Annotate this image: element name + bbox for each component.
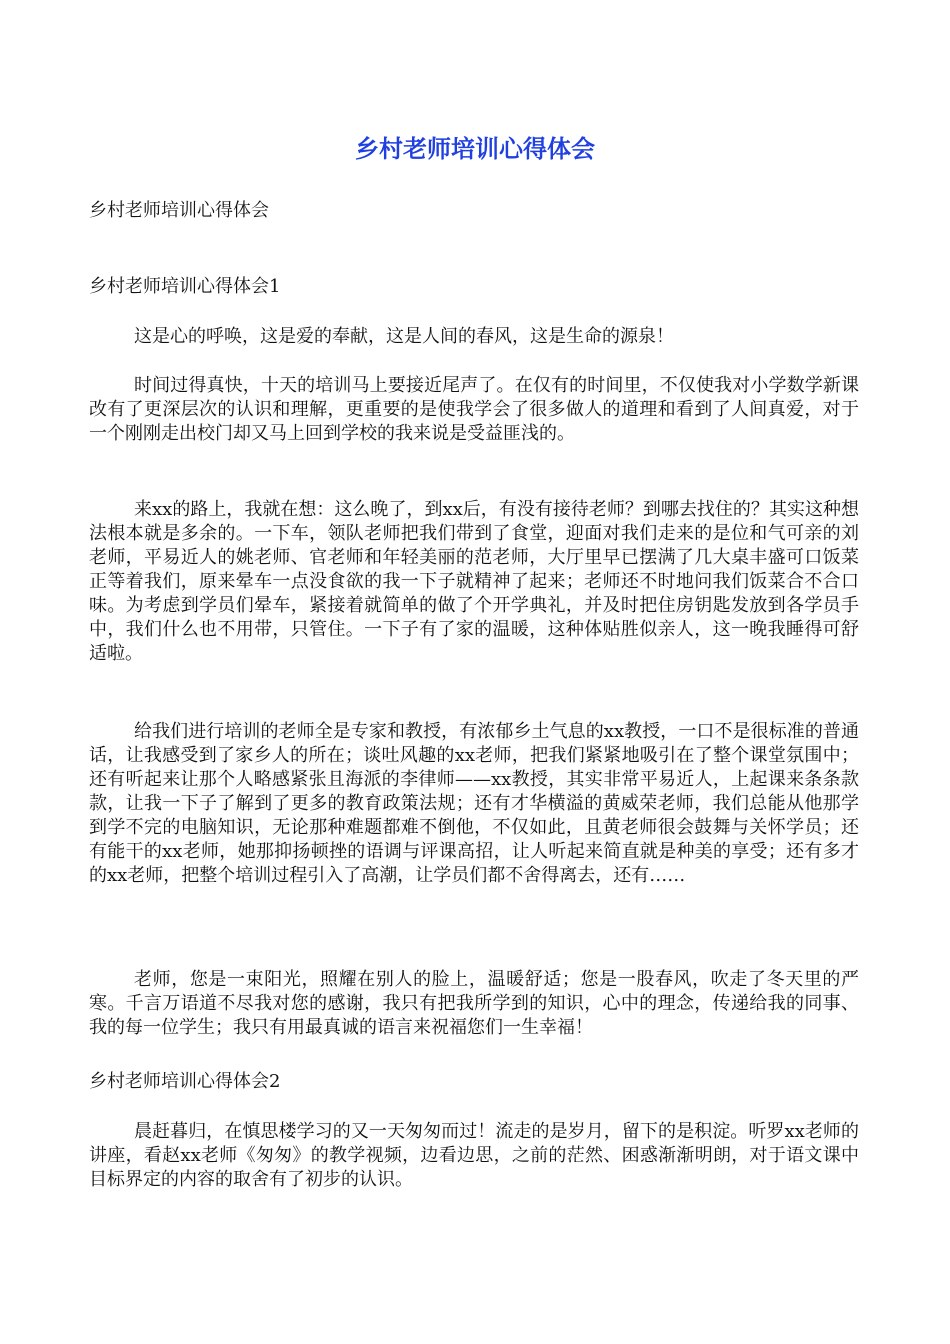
section-1-paragraph-5: 老师，您是一束阳光，照耀在别人的脸上，温暖舒适；您是一股春风，吹走了冬天里的严寒。千言万语道不尽我对您的感谢，我只有把我所学到的知识，心中的理念，传递给我的同事、我的每一位学生；我只有用最真诚的语言来祝福您们一生幸福！ (89, 969, 859, 1038)
document-subtitle: 乡村老师培训心得体会 (89, 200, 269, 221)
document-title: 乡村老师培训心得体会 (355, 135, 595, 163)
section-1-paragraph-1: 这是心的呼唤，这是爱的奉献，这是人间的春风，这是生命的源泉！ (134, 326, 674, 347)
section-1-heading: 乡村老师培训心得体会1 (89, 276, 281, 297)
section-2-heading: 乡村老师培训心得体会2 (89, 1071, 281, 1092)
section-1-paragraph-3: 来xx的路上，我就在想：这么晚了，到xx后，有没有接待老师？到哪去找住的？其实这种想法根本就是多余的。一下车，领队老师把我们带到了食堂，迎面对我们走来的是位和气可亲的刘老师，平易近人的姚老师、官老师和年轻美丽的范老师，大厅里早已摆满了几大桌丰盛可口饭菜正等着我们，原来晕车一点没食欲的我一下子就精神了起来；老师还不时地问我们饭菜合不合口味。为考虑到学员们晕车，紧接着就简单的做了个开学典礼，并及时把住房钥匙发放到各学员手中，我们什么也不用带，只管住。一下子有了家的温暖，这种体贴胜似亲人，这一晚我睡得可舒适啦。 (89, 499, 859, 664)
section-1-paragraph-2: 时间过得真快，十天的培训马上要接近尾声了。在仅有的时间里，不仅使我对小学数学新课改有了更深层次的认识和理解，更重要的是使我学会了很多做人的道理和看到了人间真爱，对于一个刚刚走出校门却又马上回到学校的我来说是受益匪浅的。 (89, 375, 859, 444)
section-2-paragraph-1: 晨赶暮归，在慎思楼学习的又一天匆匆而过！流走的是岁月，留下的是积淀。听罗xx老师的讲座，看赵xx老师《匆匆》的教学视频，边看边思，之前的茫然、困惑渐渐明朗，对于语文课中目标界定的内容的取舍有了初步的认识。 (89, 1121, 859, 1190)
section-1-paragraph-4: 给我们进行培训的老师全是专家和教授，有浓郁乡土气息的xx教授，一口不是很标准的普通话，让我感受到了家乡人的所在；谈吐风趣的xx老师，把我们紧紧地吸引在了整个课堂氛围中；还有听起来让那个人略感紧张且海派的李律师——xx教授，其实非常平易近人，上起课来条条款款，让我一下子了解到了更多的教育政策法规；还有才华横溢的黄威荣老师，我们总能从他那学到学不完的电脑知识，无论那种难题都难不倒他，不仅如此，且黄老师很会鼓舞与关怀学员；还有能干的xx老师，她那抑扬顿挫的语调与评课高招，让人听起来简直就是种美的享受；还有多才的xx老师，把整个培训过程引入了高潮，让学员们都不舍得离去，还有…… (89, 721, 859, 886)
